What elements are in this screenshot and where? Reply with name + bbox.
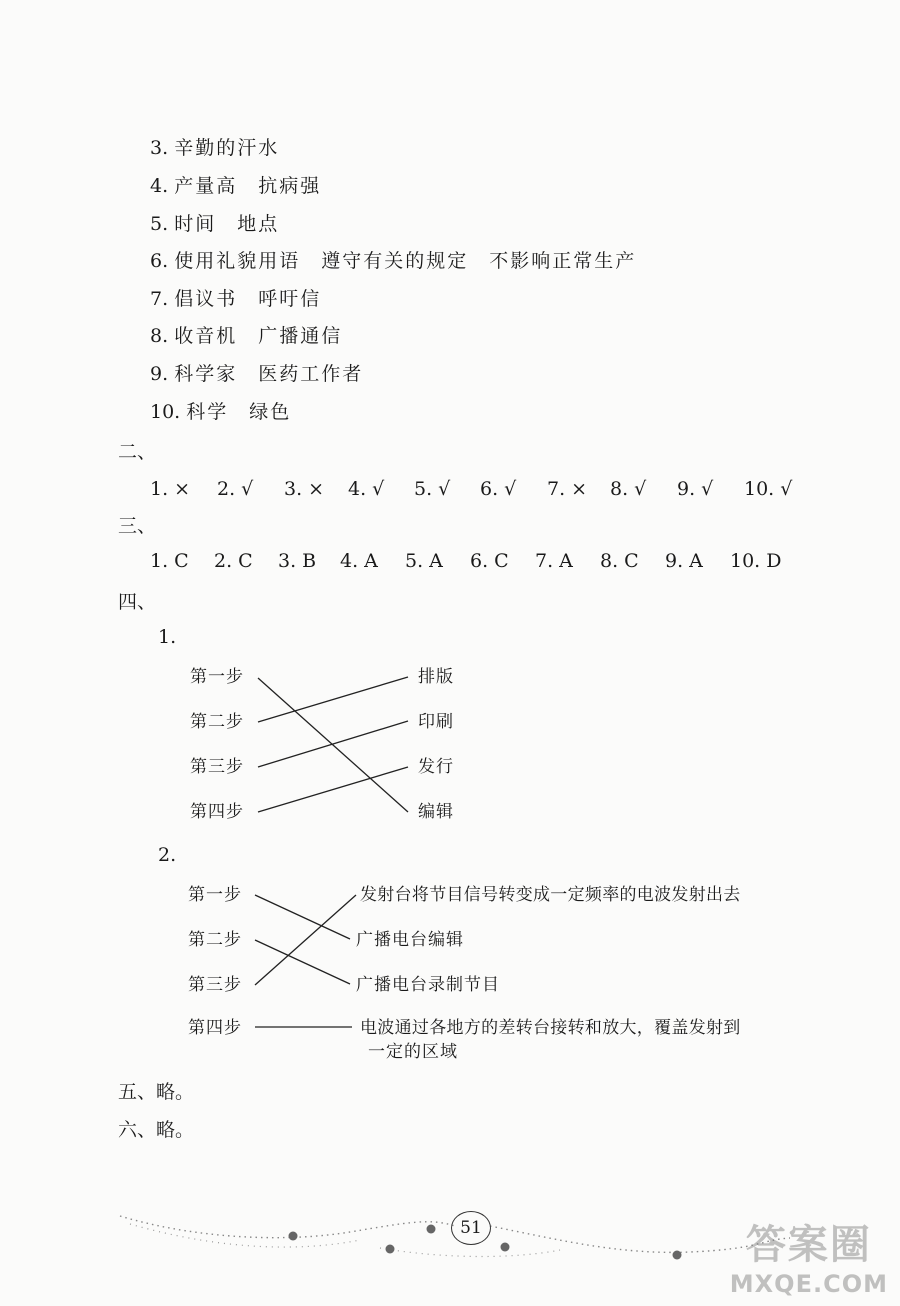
answer: 9. √ — [677, 478, 714, 500]
answer: 6. C — [470, 550, 509, 572]
section-heading: 四、 — [118, 591, 157, 613]
answer: 10. √ — [744, 478, 793, 500]
decor-dot — [289, 1232, 298, 1241]
answer: 6. √ — [480, 478, 517, 500]
step-label: 第三步 — [190, 757, 244, 777]
match-target: 发行 — [418, 757, 454, 777]
answer: 9. A — [665, 550, 703, 572]
decor-dot — [386, 1245, 395, 1254]
answer: 3. B — [278, 550, 317, 572]
match-target: 广播电台录制节目 — [356, 975, 500, 995]
answer: 7. A — [535, 550, 573, 572]
question-number: 1. — [158, 626, 177, 648]
step-label: 第二步 — [188, 930, 242, 950]
answer-item: 4. 产量高 抗病强 — [150, 175, 322, 197]
answer: 8. √ — [610, 478, 647, 500]
answer: 4. A — [340, 550, 378, 572]
match-target-continued: 一定的区域 — [368, 1042, 458, 1062]
step-label: 第一步 — [190, 667, 244, 687]
answer-item: 9. 科学家 医药工作者 — [150, 363, 364, 385]
step-label: 第一步 — [188, 885, 242, 905]
match-target: 编辑 — [418, 802, 454, 822]
section-five: 五、略。 — [118, 1081, 195, 1103]
answer: 4. √ — [348, 478, 385, 500]
question-number: 2. — [158, 844, 177, 866]
answer: 2. C — [214, 550, 253, 572]
section-heading: 二、 — [118, 441, 157, 463]
answer: 5. A — [405, 550, 443, 572]
answer-item: 5. 时间 地点 — [150, 213, 280, 235]
answer-item: 6. 使用礼貌用语 遵守有关的规定 不影响正常生产 — [150, 250, 637, 272]
watermark — [730, 1213, 888, 1298]
answer-item: 7. 倡议书 呼吁信 — [150, 288, 322, 310]
step-label: 第四步 — [188, 1018, 242, 1038]
decor-dot — [427, 1225, 436, 1234]
match-line — [255, 895, 350, 939]
watermark-title: 答案圈 — [745, 1222, 872, 1268]
watermark-url: MXQE.COM — [729, 1270, 888, 1298]
answer-item: 10. 科学 绿色 — [150, 401, 292, 423]
match-target: 发射台将节目信号转变成一定频率的电波发射出去 — [360, 885, 741, 905]
decor-dot — [501, 1243, 510, 1252]
answer: 10. D — [730, 550, 782, 572]
answer: 7. × — [547, 478, 588, 500]
match-target: 印刷 — [418, 712, 454, 732]
page-number: 51 — [451, 1211, 491, 1245]
answer: 2. √ — [217, 478, 254, 500]
section-six: 六、略。 — [118, 1119, 195, 1141]
answer: 1. × — [150, 478, 191, 500]
match-line — [255, 940, 350, 984]
step-label: 第四步 — [190, 802, 244, 822]
match-target: 电波通过各地方的差转台接转和放大，覆盖发射到 — [360, 1018, 741, 1038]
match-target: 排版 — [418, 667, 454, 687]
answer-item: 3. 辛勤的汗水 — [150, 137, 280, 159]
answer: 3. × — [284, 478, 325, 500]
step-label: 第三步 — [188, 975, 242, 995]
match-line — [255, 895, 356, 985]
answer: 5. √ — [414, 478, 451, 500]
match-target: 广播电台编辑 — [356, 930, 464, 950]
answer: 8. C — [600, 550, 639, 572]
section-heading: 三、 — [118, 515, 157, 537]
answer-item: 8. 收音机 广播通信 — [150, 325, 343, 347]
step-label: 第二步 — [190, 712, 244, 732]
decor-dot — [673, 1251, 682, 1260]
answer: 1. C — [150, 550, 189, 572]
